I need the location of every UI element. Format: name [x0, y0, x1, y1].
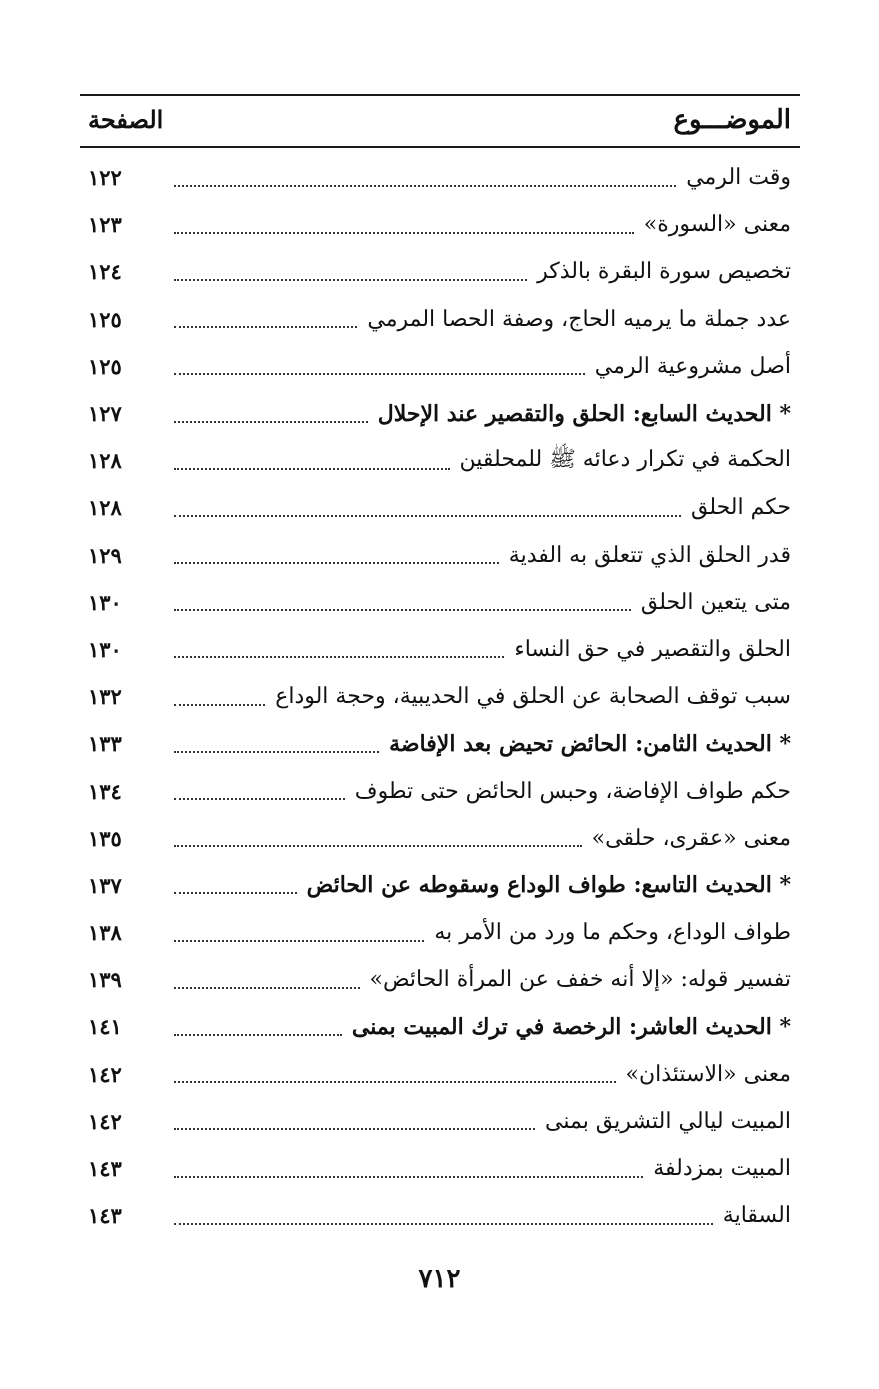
toc-topic: حكم طواف الإفاضة، وحبس الحائض حتى تطوف [354, 778, 791, 804]
dot-leader [174, 892, 297, 894]
toc-page-number: ١٣٥ [88, 825, 122, 851]
toc-page-number: ١٢٣ [88, 212, 122, 238]
toc-page-number: ١٢٩ [88, 542, 122, 568]
toc-row [88, 720, 791, 767]
toc-topic: * الحديث السابع: الحلق والتقصير عند الإحلال [377, 400, 791, 427]
toc-topic: تخصيص سورة البقرة بالذكر [537, 259, 791, 285]
toc-row [88, 343, 791, 390]
toc-page-number: ١٣٠ [88, 636, 122, 662]
toc-row [88, 532, 791, 579]
dot-leader [174, 326, 357, 328]
toc-row [88, 1098, 791, 1145]
dot-leader [174, 1176, 643, 1178]
toc-row [88, 1145, 791, 1192]
toc-page-number: ١٢٢ [88, 165, 122, 191]
dot-leader [174, 232, 634, 234]
dot-leader [174, 421, 368, 423]
toc-page-number: ١٤٢ [88, 1061, 122, 1087]
toc-row [88, 390, 791, 437]
toc-row [88, 1192, 791, 1239]
toc-page-number: ١٣٨ [88, 920, 122, 946]
dot-leader [174, 185, 676, 187]
toc-row [88, 862, 791, 909]
toc-topic: معنى «الاستئذان» [625, 1061, 791, 1087]
dot-leader [174, 515, 681, 517]
toc-row [88, 673, 791, 720]
toc-topic: وقت الرمي [686, 165, 791, 191]
toc-page-number: ١٣٧ [88, 872, 122, 898]
toc-page-number: ١٢٨ [88, 448, 122, 474]
toc-row [88, 248, 791, 295]
toc-page-number: ١٣٣ [88, 731, 122, 757]
toc-page-number: ١٢٥ [88, 353, 122, 379]
header-top-rule [80, 94, 800, 96]
dot-leader [174, 656, 504, 658]
toc-page-number: ١٣٠ [88, 589, 122, 615]
toc-page-number: ١٢٤ [88, 259, 122, 285]
toc-row [88, 815, 791, 862]
dot-leader [174, 704, 265, 706]
toc-topic: المبيت بمزدلفة [653, 1156, 791, 1182]
toc-topic: الحكمة في تكرار دعائه ﷺ للمحلقين [459, 446, 791, 472]
toc-topic: تفسير قوله: «إلا أنه خفف عن المرأة الحائض» [369, 967, 791, 993]
dot-leader [174, 751, 379, 753]
dot-leader [174, 1128, 535, 1130]
dot-leader [174, 279, 527, 281]
toc-topic: سبب توقف الصحابة عن الحلق في الحديبية، وحجة الوداع [275, 684, 791, 710]
header-page-label: الصفحة [88, 105, 164, 134]
dot-leader [174, 987, 360, 989]
toc-topic: * الحديث الثامن: الحائض تحيض بعد الإفاضة [389, 730, 791, 757]
toc-row [88, 626, 791, 673]
toc-topic: السقاية [722, 1203, 791, 1229]
toc-page-number: ١٢٧ [88, 401, 122, 427]
toc-topic: قدر الحلق الذي تتعلق به الفدية [508, 542, 791, 568]
dot-leader [174, 468, 450, 470]
toc-topic: الحلق والتقصير في حق النساء [514, 636, 791, 662]
toc-topic: المبيت ليالي التشريق بمنى [545, 1108, 791, 1134]
toc-page-number: ١٢٥ [88, 306, 122, 332]
toc-row [88, 1003, 791, 1050]
toc-row [88, 296, 791, 343]
dot-leader [174, 373, 585, 375]
table-of-contents [88, 154, 791, 1239]
toc-row [88, 767, 791, 814]
toc-topic: * الحديث التاسع: طواف الوداع وسقوطه عن الحائض [306, 872, 791, 899]
toc-page-number: ١٣٢ [88, 684, 122, 710]
dot-leader [174, 1034, 342, 1036]
page-number: ٧١٢ [418, 1264, 461, 1294]
toc-page-number: ١٤٣ [88, 1203, 122, 1229]
toc-page-number: ١٢٨ [88, 495, 122, 521]
header-bottom-rule [80, 146, 800, 148]
toc-topic: حكم الحلق [690, 495, 791, 521]
dot-leader [174, 1223, 713, 1225]
dot-leader [174, 562, 499, 564]
toc-topic: طواف الوداع، وحكم ما ورد من الأمر به [434, 920, 791, 946]
toc-row [88, 154, 791, 201]
dot-leader [174, 798, 345, 800]
toc-page-number: ١٤١ [88, 1014, 122, 1040]
toc-row [88, 579, 791, 626]
dot-leader [174, 940, 424, 942]
toc-row [88, 437, 791, 484]
toc-row [88, 201, 791, 248]
toc-row [88, 909, 791, 956]
toc-topic: معنى «السورة» [643, 212, 791, 238]
toc-row [88, 484, 791, 531]
toc-page-number: ١٣٩ [88, 967, 122, 993]
toc-page-number: ١٤٣ [88, 1156, 122, 1182]
toc-topic: متى يتعين الحلق [640, 589, 791, 615]
toc-topic: معنى «عقرى، حلقى» [591, 825, 791, 851]
dot-leader [174, 845, 582, 847]
toc-page-number: ١٤٢ [88, 1108, 122, 1134]
toc-row [88, 956, 791, 1003]
toc-page-number: ١٣٤ [88, 778, 122, 804]
toc-topic: * الحديث العاشر: الرخصة في ترك المبيت بمنى [351, 1013, 791, 1040]
toc-topic: عدد جملة ما يرميه الحاج، وصفة الحصا المرمي [367, 306, 791, 332]
toc-topic: أصل مشروعية الرمي [594, 353, 791, 379]
dot-leader [174, 609, 631, 611]
toc-row [88, 1051, 791, 1098]
dot-leader [174, 1081, 616, 1083]
header-topic-label: الموضـــوع [673, 105, 791, 135]
